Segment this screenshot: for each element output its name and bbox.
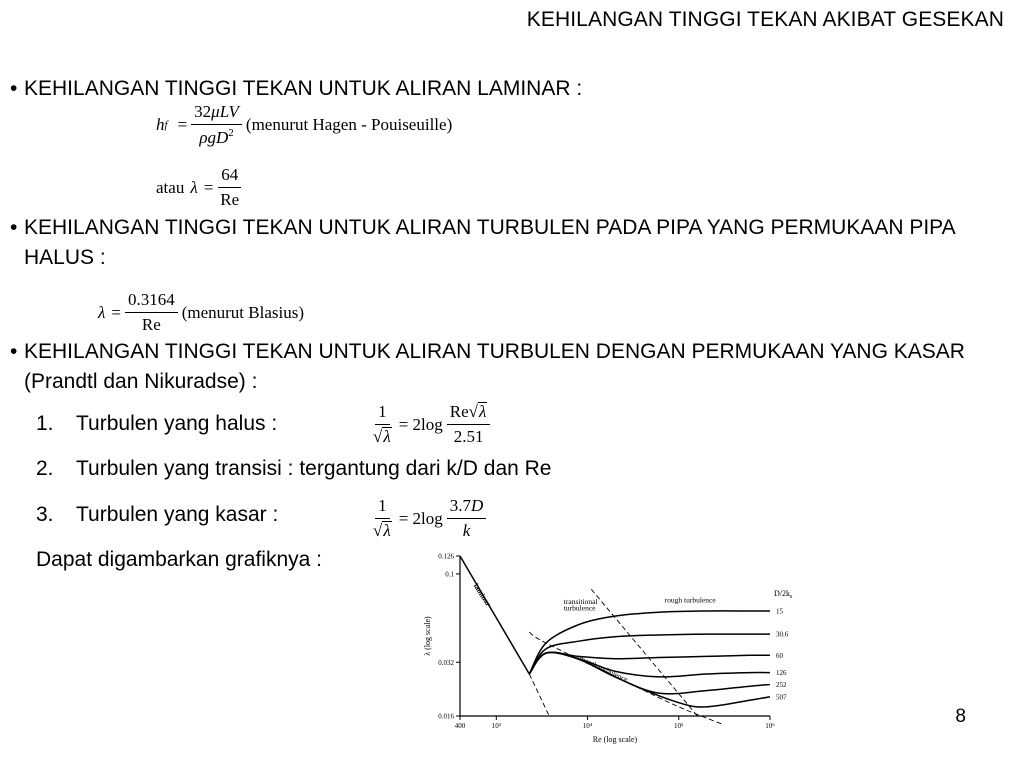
formula-d: D <box>471 496 484 515</box>
formula-lambda: λ <box>383 427 391 446</box>
formula-numerator: 0.3164 <box>125 290 178 313</box>
series-line-transition-boundary <box>591 589 697 716</box>
bullet-text: KEHILANGAN TINGGI TEKAN UNTUK ALIRAN TURBULEN DENGAN PERMUKAAN YANG KASAR (Prandtl dan Nikuradse) : <box>24 340 965 393</box>
formula-fraction-right <box>447 402 491 447</box>
formula-rough-turbulent <box>366 496 490 541</box>
series-line-507 <box>529 652 770 707</box>
bullet-dot: • <box>10 216 18 239</box>
list-item-number: 2. <box>36 457 54 480</box>
formula-numerator: 1 <box>375 496 390 519</box>
formula-lambda: λ <box>383 521 391 540</box>
formula-equals: = <box>177 115 188 134</box>
formula-lambda: λ <box>479 402 487 421</box>
legend-title-subscript: s <box>790 594 793 601</box>
formula-rho: ρ <box>199 128 208 147</box>
series-line-laminar <box>460 556 529 674</box>
formula-denominator: Re <box>141 315 161 334</box>
caption-text: Dapat digambarkan grafiknya : <box>36 548 322 571</box>
formula-fraction <box>217 165 242 210</box>
formula-re: Re <box>449 402 469 421</box>
sqrt-symbol: √ <box>373 427 383 446</box>
chart-caption <box>36 545 322 575</box>
formula-exp: 2 <box>228 127 234 139</box>
list-item-smooth <box>36 409 277 439</box>
formula-prefix-atau: atau <box>156 177 185 197</box>
formula-lv: LV <box>219 102 239 121</box>
formula-coef: 3.7 <box>449 496 472 515</box>
y-tick-label: 0.016 <box>438 712 454 721</box>
x-tick-label: 10⁶ <box>765 722 775 730</box>
formula-note-hagen: (menurut Hagen - Pouiseuille) <box>245 115 453 134</box>
list-item-text: Turbulen yang transisi : tergantung dari k/D dan Re <box>76 457 552 480</box>
formula-equals: = <box>111 302 121 322</box>
formula-2log: = 2log <box>398 508 443 528</box>
formula-gd: gD <box>207 128 229 147</box>
series-label: 252 <box>776 681 787 690</box>
formula-denominator: Re <box>220 190 240 209</box>
region-label-smooth: smooth turbulence <box>575 652 630 685</box>
formula-fraction-left <box>370 496 395 541</box>
y-tick-label: 0.126 <box>438 552 454 561</box>
list-item-rough <box>36 500 278 530</box>
bullet-dot: • <box>10 340 18 363</box>
bullet-turbulent-smooth <box>10 213 1005 273</box>
series-label: 15 <box>776 607 783 616</box>
slide-title: KEHILANGAN TINGGI TEKAN AKIBAT GESEKAN <box>526 8 1004 31</box>
y-tick-label: 0.1 <box>445 570 454 579</box>
x-axis-label: Re (log scale) <box>592 735 638 744</box>
x-tick-label: 10⁴ <box>582 722 593 730</box>
region-label-rough: rough turbulence <box>664 595 716 605</box>
formula-lambda: λ <box>190 177 198 197</box>
series-label: 30.6 <box>776 630 789 639</box>
bullet-laminar <box>10 74 1005 104</box>
sqrt-symbol: √ <box>468 402 479 421</box>
series-line-laminar-extension <box>529 674 549 716</box>
series-label: 60 <box>776 651 783 660</box>
formula-numerator: 1 <box>375 402 390 425</box>
formula-mu: μ <box>211 102 220 121</box>
page-number: 8 <box>955 706 966 727</box>
formula-laminar-lambda <box>156 165 246 210</box>
formula-numerator: 64 <box>218 165 241 188</box>
formula-hf-subscript: f <box>164 119 168 131</box>
formula-coef: 32 <box>194 102 212 121</box>
bullet-dot: • <box>10 77 18 100</box>
formula-fraction-left <box>370 402 395 447</box>
region-label-transitional-line2: turbulence <box>563 603 596 613</box>
formula-k: k <box>462 521 471 540</box>
legend-title: $D/2k_s$ <box>774 589 793 601</box>
y-axis-label: λ (log scale) <box>423 616 432 656</box>
bullet-text: KEHILANGAN TINGGI TEKAN UNTUK ALIRAN TURBULEN PADA PIPA YANG PERMUKAAN PIPA HALUS : <box>24 216 955 269</box>
formula-fraction <box>191 102 242 148</box>
formula-lambda: λ <box>98 302 106 322</box>
list-item-transition <box>36 454 551 484</box>
bullet-turbulent-rough <box>10 337 1005 397</box>
region-label-transitional: transitional <box>563 596 598 606</box>
formula-hf-symbol: h <box>156 115 165 134</box>
y-tick-label: 0.032 <box>438 658 454 667</box>
list-item-text: Turbulen yang kasar : <box>76 503 279 526</box>
bullet-text: KEHILANGAN TINGGI TEKAN UNTUK ALIRAN LAMINAR : <box>24 77 583 100</box>
x-tick-label: 10⁵ <box>674 722 684 730</box>
region-label-laminar: laminar <box>471 581 494 609</box>
formula-fraction-right <box>447 496 487 541</box>
formula-blasius <box>98 290 304 335</box>
series-label: 507 <box>776 693 787 702</box>
formula-smooth-turbulent <box>366 402 494 447</box>
formula-fraction <box>125 290 178 335</box>
x-tick-label: 10³ <box>491 722 501 730</box>
formula-2log: = 2log <box>398 414 443 434</box>
moody-diagram-chart <box>418 548 808 748</box>
x-tick-label: 400 <box>454 722 466 730</box>
formula-equals: = <box>203 177 214 197</box>
list-item-number: 1. <box>36 412 54 435</box>
formula-denominator: 2.51 <box>453 427 484 446</box>
list-item-number: 3. <box>36 503 54 526</box>
list-item-text: Turbulen yang halus : <box>76 412 278 435</box>
formula-hagen-poiseuille <box>156 102 452 148</box>
sqrt-symbol: √ <box>373 521 383 540</box>
series-label: 126 <box>776 669 787 678</box>
formula-note-blasius: (menurut Blasius) <box>181 302 305 322</box>
